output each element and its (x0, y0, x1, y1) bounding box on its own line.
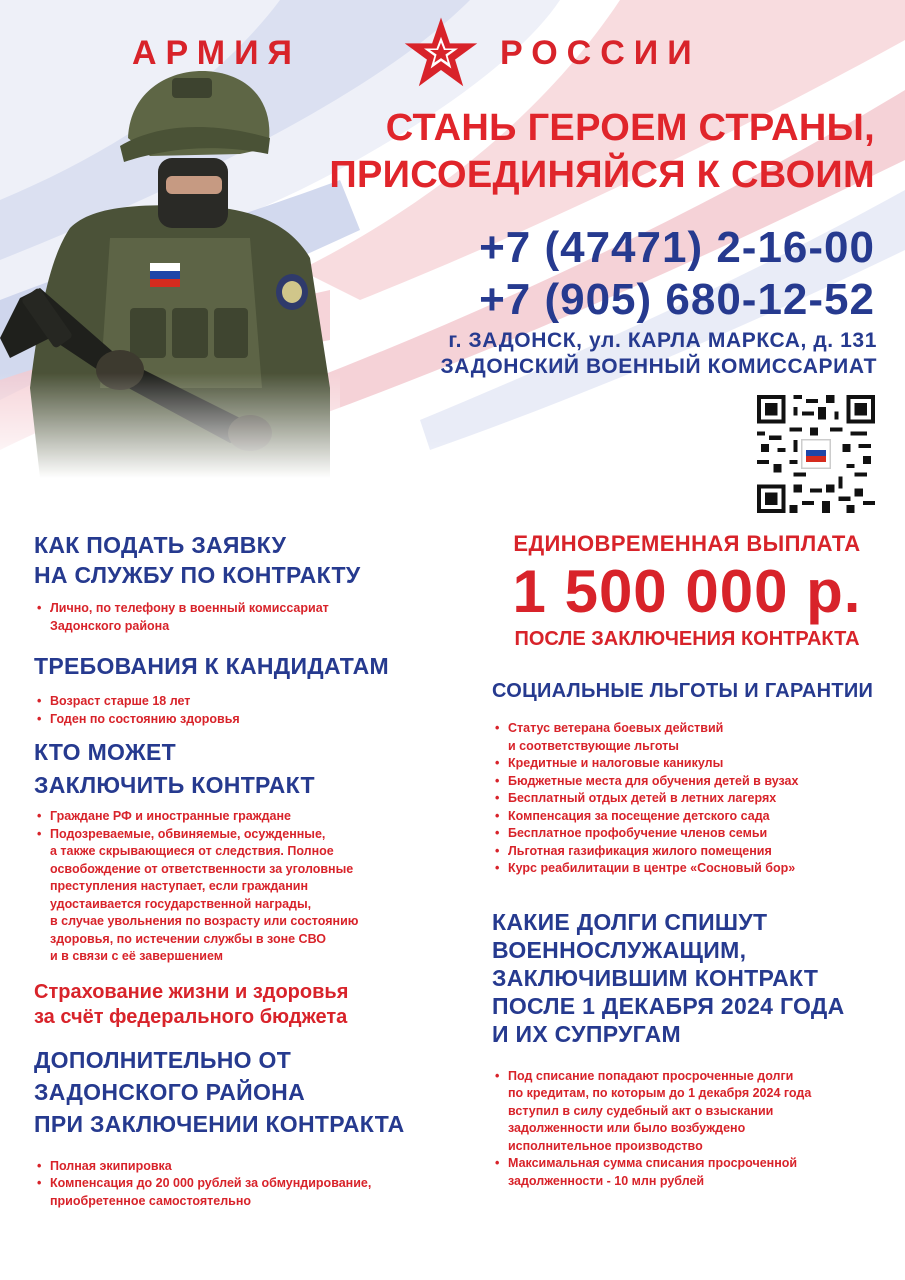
insurance-line-2: за счёт федерального бюджета (34, 1005, 348, 1028)
benefits-section (492, 678, 882, 878)
requirements-list (34, 693, 454, 728)
payment-amount: 1 500 000 р. (512, 558, 862, 625)
debts-section (492, 908, 882, 1191)
who-title-1: КТО МОЖЕТ (34, 739, 176, 765)
phone-block (479, 222, 875, 326)
army-star-icon (402, 16, 480, 90)
insurance-line-1: Страхование жизни и здоровья (34, 980, 349, 1003)
benefits-title: СОЦИАЛЬНЫЕ ЛЬГОТЫ И ГАРАНТИИ (492, 680, 874, 702)
apply-title-1: КАК ПОДАТЬ ЗАЯВКУ (34, 532, 287, 558)
debts-list (492, 1068, 882, 1191)
office-name: ЗАДОНСКИЙ ВОЕННЫЙ КОМИССАРИАТ (440, 355, 877, 378)
benefits-list (492, 720, 882, 878)
who-section (34, 736, 454, 966)
qr-code-icon[interactable] (757, 395, 875, 513)
phone-1[interactable]: +7 (47471) 2-16-00 (479, 223, 875, 272)
debts-title-2: ВОЕННОСЛУЖАЩИМ, (492, 936, 747, 963)
brand-left-word: АРМИЯ (132, 34, 301, 72)
list-item: • Максимальная сумма списания просроченной задолженности - 10 млн рублей (492, 1155, 882, 1190)
debts-title-1: КАКИЕ ДОЛГИ СПИШУТ (492, 908, 768, 935)
list-item: • Компенсация до 20 000 рублей за обмундирование, приобретенное самостоятельно (34, 1175, 454, 1210)
list-item: • Лично, по телефону в военный комиссариат Задонского района (34, 600, 454, 635)
requirements-title: ТРЕБОВАНИЯ К КАНДИДАТАМ (34, 653, 390, 679)
list-item: • Курс реабилитации в центре «Сосновый бор» (492, 860, 882, 878)
list-item: • Полная экипировка (34, 1158, 454, 1176)
headline-line-2: ПРИСОЕДИНЯЙСЯ К СВОИМ (329, 154, 875, 196)
headline (329, 105, 875, 199)
list-item: • Подозреваемые, обвиняемые, осужденные, а также скрывающиеся от следствия. Полное освобождение от ответственности за уголовные преступления наступает, если гражданин удостаивается государственной награды, в случае увольнения по возрасту или состоянию здоровья, по истечении службы в зоне СВО и в связи с её завершением (34, 826, 454, 966)
apply-title-2: НА СЛУЖБУ ПО КОНТРАКТУ (34, 562, 361, 588)
right-column (492, 530, 882, 1190)
address-line: г. ЗАДОНСК, ул. КАРЛА МАРКСА, д. 131 (448, 329, 877, 352)
phone-2[interactable]: +7 (905) 680-12-52 (479, 275, 875, 324)
list-item: • Годен по состоянию здоровья (34, 711, 454, 729)
list-item: • Бюджетные места для обучения детей в вузах (492, 773, 882, 791)
list-item: • Бесплатный отдых детей в летних лагерях (492, 790, 882, 808)
soldier-illustration (0, 58, 340, 478)
brand-header (132, 22, 772, 82)
who-title-2: ЗАКЛЮЧИТЬ КОНТРАКТ (34, 772, 315, 798)
payment-after: ПОСЛЕ ЗАКЛЮЧЕНИЯ КОНТРАКТА (514, 628, 860, 650)
list-item: • Бесплатное профобучение членов семьи (492, 825, 882, 843)
list-item: • Статус ветерана боевых действий и соответствующие льготы (492, 720, 882, 755)
list-item: • Под списание попадают просроченные долги по кредитам, по которым до 1 декабря 2024 года вступил в силу судебный акт о взыскании задолженности или было возбуждено исполнительное производство (492, 1068, 882, 1156)
debts-title-5: И ИХ СУПРУГАМ (492, 1020, 681, 1047)
extra-title-2: ЗАДОНСКОГО РАЙОНА (34, 1078, 305, 1105)
extra-section (34, 1044, 454, 1211)
who-list (34, 808, 454, 966)
debts-title-3: ЗАКЛЮЧИВШИМ КОНТРАКТ (492, 964, 819, 991)
extra-list (34, 1158, 454, 1211)
payment-title: ЕДИНОВРЕМЕННАЯ ВЫПЛАТА (513, 531, 861, 556)
extra-title-1: ДОПОЛНИТЕЛЬНО ОТ (34, 1046, 292, 1073)
list-item: • Компенсация за посещение детского сада (492, 808, 882, 826)
list-item: • Граждане РФ и иностранные граждане (34, 808, 454, 826)
payment-section (492, 530, 882, 652)
extra-title-3: ПРИ ЗАКЛЮЧЕНИИ КОНТРАКТА (34, 1110, 405, 1137)
brand-right-word: РОССИИ (500, 34, 701, 72)
headline-line-1: СТАНЬ ГЕРОЕМ СТРАНЫ, (385, 107, 875, 149)
debts-title-4: ПОСЛЕ 1 ДЕКАБРЯ 2024 ГОДА (492, 992, 845, 1019)
address-block (440, 328, 877, 380)
list-item: • Кредитные и налоговые каникулы (492, 755, 882, 773)
list-item: • Возраст старше 18 лет (34, 693, 454, 711)
apply-list (34, 600, 454, 635)
insurance-note (34, 980, 454, 1030)
left-column (34, 530, 454, 1210)
requirements-section (34, 651, 454, 728)
apply-section (34, 530, 454, 635)
list-item: • Льготная газификация жилого помещения (492, 843, 882, 861)
